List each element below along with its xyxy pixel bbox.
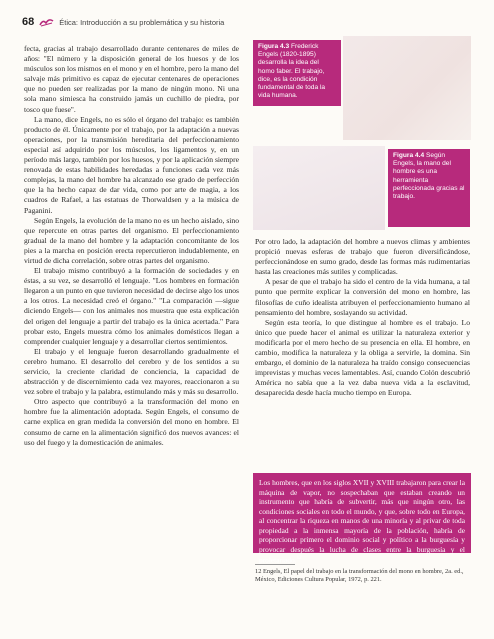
page-number: 68 bbox=[22, 16, 35, 28]
paragraph: Según esta teoría, lo que distingue al hombre es el trabajo. Lo único que puede hacer el animal es utilizar la naturaleza exterior y modificarla por el mero hecho de su presencia en ella. El hombre, en cambio, modifica la naturaleza y la obliga a servirle, la domina. Sin embargo, el dominio de la naturaleza ha traído consigo consecuencias imprevistas y muchas veces lamentables. Así, cuando Colón descubrió América no sabía que a la vez daba nueva vida a la esclavitud, desaparecida desde hacía mucho tiempo en Europa. bbox=[255, 317, 470, 398]
book-logo-icon bbox=[39, 17, 54, 27]
quote-text: Los hombres, que en los siglos XVII y XVIII trabajaron para crear la máquina de vapor, no sospechaban que estaban creando un instrumento que habría de subvertir, más que ningún otro, las condiciones sociales en todo el mundo, y que, sobre todo en Europa, al concentrar la riqueza en manos de una minoría y al privar de toda propiedad a la inmensa mayoría de la población, habría de proporcionar primero el dominio social y político a la burguesía y provocar después la lucha de clases entre la burguesía y el proletariado. bbox=[259, 478, 465, 565]
figure-caption-text: Según Engels, la mano del hombre es una herramienta perfeccionada gracias al trabajo. bbox=[393, 152, 465, 201]
paragraph: A pesar de que el trabajo ha sido el centro de la vida humana, a tal punto que permite explicar la conversión del mono en hombre, las filosofías de cuño idealista atribuyen el perfeccionamiento humano al pensamiento del hombre, soslayando su actividad. bbox=[255, 277, 470, 317]
quote-box bbox=[253, 473, 471, 565]
left-text-column bbox=[24, 44, 239, 448]
engels-portrait-image bbox=[343, 36, 471, 140]
right-text-column bbox=[255, 237, 470, 399]
footnote-text: 12 Engels, El papel del trabajo en la transformación del mono en hombre, 2a. ed., México, Ediciones Cultura Popular, 1972, p. 221. bbox=[255, 568, 464, 584]
paragraph: La mano, dice Engels, no es sólo el órgano del trabajo: es también producto de él. Únicamente por el trabajo, por la adaptación a nuevas operaciones, por la transmisión hereditaria del perfeccionamiento especial así adquirido por los músculos, los ligamentos y, en un período más largo, también por los huesos, y por la aplicación siempre renovada de estas habilidades heredadas a funciones cada vez más complejas, la mano del hombre ha alcanzado ese grado de perfección que la ha hecho capaz de dar vida, como por arte de magia, a los cuadros de Rafael, a las estatuas de Thorwaldsen y a la música de Paganini. bbox=[24, 114, 239, 215]
figure-caption-text: Frederick Engels (1820-1895) desarrolla la idea del homo faber. El trabajo, dice, es la condición fundamental de toda la vida humana. bbox=[258, 43, 326, 100]
figure-label: Figura 4.3 bbox=[258, 43, 290, 50]
paragraph: Otro aspecto que contribuyó a la transformación del mono en hombre fue la alimentación adoptada. Según Engels, el consumo de carne explica en gran medida la conversión del mono en hombre. El consumo de carne en la alimentación significó dos nuevos avances: el uso del fuego y la domesticación de animales. bbox=[24, 397, 239, 447]
figure-4-4-caption bbox=[388, 149, 470, 227]
footnote-divider bbox=[255, 564, 295, 565]
running-title: Ética: Introducción a su problemática y su historia bbox=[59, 17, 225, 27]
hand-image bbox=[253, 146, 385, 230]
figure-4-3-caption bbox=[253, 40, 341, 106]
paragraph: Por otro lado, la adaptación del hombre a nuevos climas y ambientes propició nuevas esferas de trabajo que fueron diversificándose, perfeccionándose en sumo grado, desde las formas más rudimentarias hasta las creaciones más sutiles y complicadas. bbox=[255, 237, 470, 277]
figure-label: Figura 4.4 bbox=[393, 152, 425, 159]
page-header bbox=[22, 15, 482, 29]
footnote bbox=[255, 564, 473, 584]
paragraph: fecta, gracias al trabajo desarrollado durante centenares de miles de años: "El número y la disposición general de los huesos y de los músculos son los mismos en el mono y en el hombre, pero la mano del salvaje más primitivo es capaz de ejecutar centenares de operaciones que no pueden ser realizadas por la mano de ningún mono. Ni una sola mano simiesca ha construido jamás un cuchillo de piedra, por tosco que fuese". bbox=[24, 44, 239, 114]
footnote-ref: 12 bbox=[296, 556, 302, 561]
paragraph: El trabajo mismo contribuyó a la formación de sociedades y en éstas, a su vez, se desarrolló el lenguaje. "Los hombres en formación llegaron a un punto en que tuvieron necesidad de decirse algo los unos a los otros. La necesidad creó el órgano." "La comparación —sigue diciendo Engels— con los animales nos muestra que esta explicación del origen del lenguaje a partir del trabajo es la única acertada." Para probar esto, Engels muestra cómo los animales domésticos llegan a comprender cualquier lenguaje y a desarrollar ciertos sentimientos. bbox=[24, 266, 239, 346]
paragraph: El trabajo y el lenguaje fueron desarrollando gradualmente el cerebro humano. El desarrollo del cerebro y de los sentidos a su servicio, la creciente claridad de conciencia, la capacidad de abstracción y de discernimiento cada vez mayores, reaccionaron a su vez sobre el trabajo y la palabra, estimulando más y más su desarrollo. bbox=[24, 346, 239, 397]
paragraph: Según Engels, la evolución de la mano no es un hecho aislado, sino que repercute en otras partes del organismo. El perfeccionamiento gradual de la mano del hombre y la adaptación concomitante de los pies a la marcha en posición erecta repercutieron indudablemente, en virtud de dicha correlación, sobre otras partes del organismo. bbox=[24, 215, 239, 265]
